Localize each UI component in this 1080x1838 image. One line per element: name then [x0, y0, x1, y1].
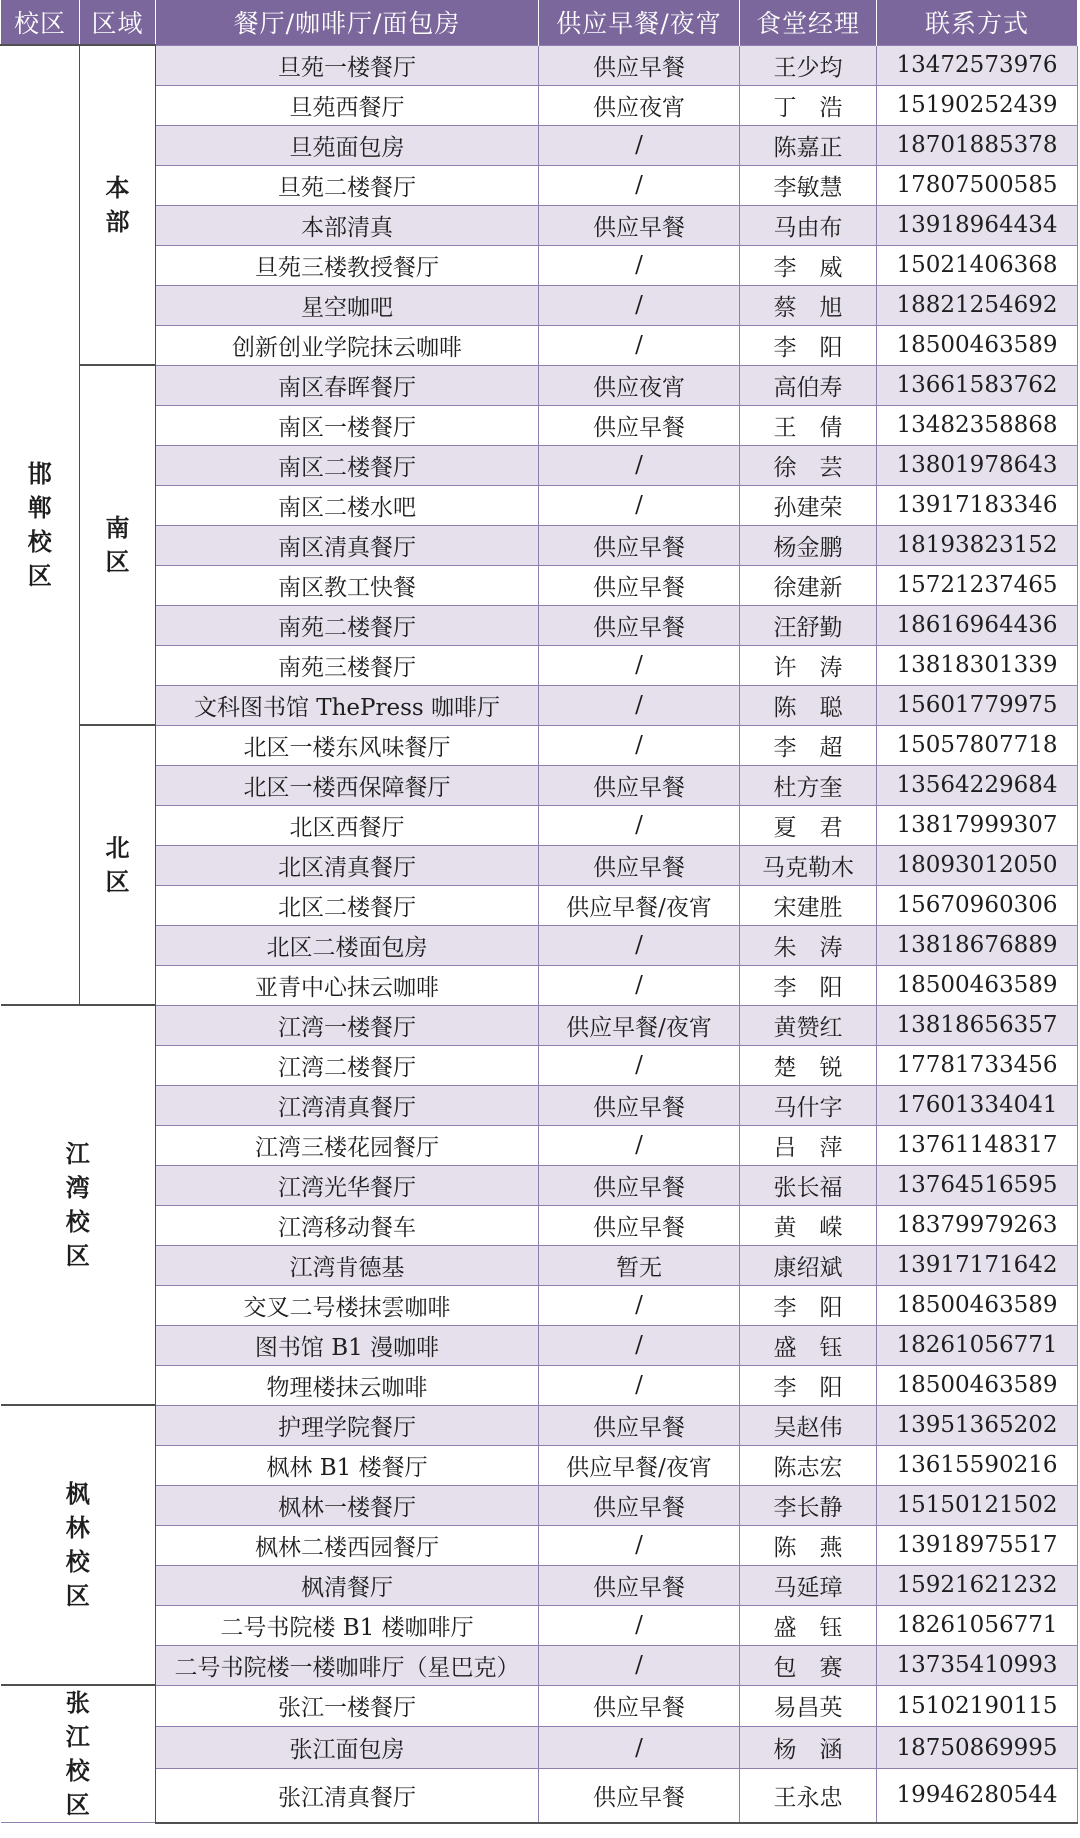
meal-service-cell: / — [539, 805, 740, 845]
phone-cell: 18750869995 — [877, 1727, 1078, 1769]
manager-cell: 杨金鹏 — [740, 525, 877, 565]
venue-name-cell: 文科图书馆 ThePress 咖啡厅 — [156, 685, 539, 725]
table-row — [1, 845, 1078, 885]
table-row — [1, 1325, 1078, 1365]
manager-cell: 马什字 — [740, 1085, 877, 1125]
venue-name-cell: 江湾清真餐厅 — [156, 1085, 539, 1125]
venue-name-cell: 交叉二号楼抹雲咖啡 — [156, 1285, 539, 1325]
table-row — [1, 165, 1078, 205]
meal-service-cell: 供应早餐 — [539, 1165, 740, 1205]
table-header — [1, 0, 1078, 45]
area-cell — [80, 365, 156, 725]
phone-cell: 15057807718 — [877, 725, 1078, 765]
venue-name-cell: 南区二楼餐厅 — [156, 445, 539, 485]
table-row — [1, 365, 1078, 405]
venue-name-cell: 江湾移动餐车 — [156, 1205, 539, 1245]
venue-name-cell: 北区一楼西保障餐厅 — [156, 765, 539, 805]
meal-service-cell: / — [539, 685, 740, 725]
venue-name-cell: 江湾一楼餐厅 — [156, 1005, 539, 1045]
header-campus: 校区 — [1, 0, 80, 45]
manager-cell: 黄赞红 — [740, 1005, 877, 1045]
table-row — [1, 445, 1078, 485]
venue-name-cell: 枫林 B1 楼餐厅 — [156, 1445, 539, 1485]
manager-cell: 夏 君 — [740, 805, 877, 845]
campus-cell — [1, 1005, 156, 1405]
meal-service-cell: 供应夜宵 — [539, 365, 740, 405]
meal-service-cell: / — [539, 285, 740, 325]
table-row — [1, 805, 1078, 845]
table-body — [1, 45, 1078, 1823]
campus-label: 江湾校区 — [65, 1139, 90, 1270]
manager-cell: 孙建荣 — [740, 485, 877, 525]
manager-cell: 康绍斌 — [740, 1245, 877, 1285]
manager-cell: 盛 钰 — [740, 1325, 877, 1365]
phone-cell: 15921621232 — [877, 1565, 1078, 1605]
manager-cell: 易昌英 — [740, 1685, 877, 1727]
table-row — [1, 1565, 1078, 1605]
table-row — [1, 765, 1078, 805]
venue-name-cell: 南区教工快餐 — [156, 565, 539, 605]
campus-label: 邯郸校区 — [27, 459, 52, 590]
phone-cell: 15601779975 — [877, 685, 1078, 725]
venue-name-cell: 旦苑一楼餐厅 — [156, 45, 539, 85]
meal-service-cell: 供应早餐 — [539, 1085, 740, 1125]
phone-cell: 15150121502 — [877, 1485, 1078, 1525]
manager-cell: 李 威 — [740, 245, 877, 285]
phone-cell: 19946280544 — [877, 1769, 1078, 1823]
meal-service-cell: / — [539, 925, 740, 965]
meal-service-cell: 供应夜宵 — [539, 85, 740, 125]
meal-service-cell: 供应早餐 — [539, 1405, 740, 1445]
table-row — [1, 1525, 1078, 1565]
venue-name-cell: 南区春晖餐厅 — [156, 365, 539, 405]
manager-cell: 李 阳 — [740, 965, 877, 1005]
meal-service-cell: / — [539, 1605, 740, 1645]
meal-service-cell: 供应早餐 — [539, 1565, 740, 1605]
campus-label: 张江校区 — [65, 1688, 90, 1819]
table-row — [1, 85, 1078, 125]
meal-service-cell: / — [539, 125, 740, 165]
header-row — [1, 0, 1078, 45]
venue-name-cell: 二号书院楼 B1 楼咖啡厅 — [156, 1605, 539, 1645]
manager-cell: 汪舒勤 — [740, 605, 877, 645]
manager-cell: 丁 浩 — [740, 85, 877, 125]
manager-cell: 许 涛 — [740, 645, 877, 685]
table-row — [1, 1205, 1078, 1245]
header-venue: 餐厅/咖啡厅/面包房 — [156, 0, 539, 45]
manager-cell: 张长福 — [740, 1165, 877, 1205]
manager-cell: 朱 涛 — [740, 925, 877, 965]
venue-name-cell: 枫林二楼西园餐厅 — [156, 1525, 539, 1565]
venue-name-cell: 南苑二楼餐厅 — [156, 605, 539, 645]
venue-name-cell: 星空咖吧 — [156, 285, 539, 325]
phone-cell: 18500463589 — [877, 965, 1078, 1005]
table-row — [1, 725, 1078, 765]
meal-service-cell: 供应早餐 — [539, 405, 740, 445]
phone-cell: 13918975517 — [877, 1525, 1078, 1565]
table-row — [1, 1005, 1078, 1045]
manager-cell: 吴赵伟 — [740, 1405, 877, 1445]
meal-service-cell: / — [539, 1125, 740, 1165]
meal-service-cell: / — [539, 165, 740, 205]
manager-cell: 陈 燕 — [740, 1525, 877, 1565]
venue-name-cell: 北区清真餐厅 — [156, 845, 539, 885]
meal-service-cell: 供应早餐 — [539, 845, 740, 885]
manager-cell: 王 倩 — [740, 405, 877, 445]
phone-cell: 15102190115 — [877, 1685, 1078, 1727]
manager-cell: 杜方奎 — [740, 765, 877, 805]
venue-name-cell: 本部清真 — [156, 205, 539, 245]
table-row — [1, 1605, 1078, 1645]
manager-cell: 李敏慧 — [740, 165, 877, 205]
manager-cell: 吕 萍 — [740, 1125, 877, 1165]
table-row — [1, 325, 1078, 365]
table-row — [1, 645, 1078, 685]
table-row — [1, 685, 1078, 725]
campus-cell — [1, 1405, 156, 1685]
phone-cell: 13472573976 — [877, 45, 1078, 85]
header-manager: 食堂经理 — [740, 0, 877, 45]
meal-service-cell: 供应早餐 — [539, 605, 740, 645]
manager-cell: 李 阳 — [740, 1285, 877, 1325]
venue-name-cell: 北区一楼东风味餐厅 — [156, 725, 539, 765]
meal-service-cell: 供应早餐 — [539, 765, 740, 805]
area-label: 南区 — [105, 513, 130, 576]
phone-cell: 18193823152 — [877, 525, 1078, 565]
venue-name-cell: 枫林一楼餐厅 — [156, 1485, 539, 1525]
table-row — [1, 1769, 1078, 1823]
manager-cell: 杨 涵 — [740, 1727, 877, 1769]
phone-cell: 17601334041 — [877, 1085, 1078, 1125]
phone-cell: 15190252439 — [877, 85, 1078, 125]
manager-cell: 马延璋 — [740, 1565, 877, 1605]
venue-name-cell: 张江清真餐厅 — [156, 1769, 539, 1823]
table-row — [1, 1125, 1078, 1165]
phone-cell: 18500463589 — [877, 1285, 1078, 1325]
table-row — [1, 885, 1078, 925]
venue-name-cell: 创新创业学院抹云咖啡 — [156, 325, 539, 365]
table-row — [1, 1485, 1078, 1525]
area-label: 北区 — [105, 833, 130, 896]
phone-cell: 13801978643 — [877, 445, 1078, 485]
header-contact: 联系方式 — [877, 0, 1078, 45]
meal-service-cell: 供应早餐 — [539, 1769, 740, 1823]
table-row — [1, 205, 1078, 245]
phone-cell: 13482358868 — [877, 405, 1078, 445]
venue-name-cell: 旦苑三楼教授餐厅 — [156, 245, 539, 285]
manager-cell: 马由布 — [740, 205, 877, 245]
meal-service-cell: 暂无 — [539, 1245, 740, 1285]
table-row — [1, 1365, 1078, 1405]
phone-cell: 18261056771 — [877, 1325, 1078, 1365]
meal-service-cell: / — [539, 325, 740, 365]
phone-cell: 13818301339 — [877, 645, 1078, 685]
meal-service-cell: 供应早餐 — [539, 525, 740, 565]
area-cell — [80, 45, 156, 365]
manager-cell: 李 阳 — [740, 1365, 877, 1405]
meal-service-cell: / — [539, 1525, 740, 1565]
phone-cell: 13918964434 — [877, 205, 1078, 245]
table-row — [1, 1405, 1078, 1445]
meal-service-cell: 供应早餐/夜宵 — [539, 885, 740, 925]
manager-cell: 李 超 — [740, 725, 877, 765]
phone-cell: 15670960306 — [877, 885, 1078, 925]
venue-name-cell: 枫清餐厅 — [156, 1565, 539, 1605]
venue-name-cell: 江湾三楼花园餐厅 — [156, 1125, 539, 1165]
manager-cell: 陈嘉正 — [740, 125, 877, 165]
venue-name-cell: 旦苑西餐厅 — [156, 85, 539, 125]
venue-name-cell: 北区二楼面包房 — [156, 925, 539, 965]
area-label: 本部 — [105, 173, 130, 236]
meal-service-cell: / — [539, 1645, 740, 1685]
venue-name-cell: 旦苑二楼餐厅 — [156, 165, 539, 205]
table-row — [1, 605, 1078, 645]
manager-cell: 李长静 — [740, 1485, 877, 1525]
manager-cell: 高伯寿 — [740, 365, 877, 405]
manager-cell: 徐建新 — [740, 565, 877, 605]
meal-service-cell: 供应早餐 — [539, 1685, 740, 1727]
venue-name-cell: 江湾光华餐厅 — [156, 1165, 539, 1205]
meal-service-cell: 供应早餐 — [539, 205, 740, 245]
table-row — [1, 1085, 1078, 1125]
manager-cell: 李 阳 — [740, 325, 877, 365]
meal-service-cell: / — [539, 1325, 740, 1365]
venue-name-cell: 江湾二楼餐厅 — [156, 1045, 539, 1085]
table-row — [1, 45, 1078, 85]
phone-cell: 13917183346 — [877, 485, 1078, 525]
phone-cell: 18500463589 — [877, 325, 1078, 365]
phone-cell: 15721237465 — [877, 565, 1078, 605]
phone-cell: 18701885378 — [877, 125, 1078, 165]
venue-name-cell: 二号书院楼一楼咖啡厅（星巴克） — [156, 1645, 539, 1685]
venue-name-cell: 物理楼抹云咖啡 — [156, 1365, 539, 1405]
meal-service-cell: 供应早餐 — [539, 45, 740, 85]
manager-cell: 黄 嵘 — [740, 1205, 877, 1245]
manager-cell: 陈志宏 — [740, 1445, 877, 1485]
meal-service-cell: / — [539, 485, 740, 525]
manager-cell: 王少均 — [740, 45, 877, 85]
meal-service-cell: 供应早餐 — [539, 565, 740, 605]
phone-cell: 13817999307 — [877, 805, 1078, 845]
table-row — [1, 1245, 1078, 1285]
campus-label: 枫林校区 — [65, 1479, 90, 1610]
venue-name-cell: 旦苑面包房 — [156, 125, 539, 165]
phone-cell: 18093012050 — [877, 845, 1078, 885]
table-row — [1, 485, 1078, 525]
venue-name-cell: 南苑三楼餐厅 — [156, 645, 539, 685]
table-row — [1, 405, 1078, 445]
phone-cell: 13764516595 — [877, 1165, 1078, 1205]
venue-name-cell: 南区清真餐厅 — [156, 525, 539, 565]
table-row — [1, 1727, 1078, 1769]
area-cell — [80, 725, 156, 1005]
table-row — [1, 525, 1078, 565]
table-row — [1, 285, 1078, 325]
phone-cell: 13818676889 — [877, 925, 1078, 965]
phone-cell: 13761148317 — [877, 1125, 1078, 1165]
campus-cell — [1, 1685, 156, 1823]
table-row — [1, 1645, 1078, 1685]
table-row — [1, 125, 1078, 165]
meal-service-cell: / — [539, 445, 740, 485]
meal-service-cell: / — [539, 1045, 740, 1085]
venue-name-cell: 北区二楼餐厅 — [156, 885, 539, 925]
meal-service-cell: / — [539, 245, 740, 285]
meal-service-cell: / — [539, 645, 740, 685]
table-row — [1, 925, 1078, 965]
phone-cell: 13951365202 — [877, 1405, 1078, 1445]
venue-name-cell: 张江一楼餐厅 — [156, 1685, 539, 1727]
phone-cell: 18821254692 — [877, 285, 1078, 325]
header-meal-service: 供应早餐/夜宵 — [539, 0, 740, 45]
manager-cell: 王永忠 — [740, 1769, 877, 1823]
table-row — [1, 1045, 1078, 1085]
phone-cell: 17807500585 — [877, 165, 1078, 205]
venue-name-cell: 南区一楼餐厅 — [156, 405, 539, 445]
venue-name-cell: 张江面包房 — [156, 1727, 539, 1769]
manager-cell: 陈 聪 — [740, 685, 877, 725]
venue-name-cell: 图书馆 B1 漫咖啡 — [156, 1325, 539, 1365]
meal-service-cell: / — [539, 1285, 740, 1325]
table-row — [1, 1685, 1078, 1727]
meal-service-cell: / — [539, 725, 740, 765]
table-row — [1, 1285, 1078, 1325]
phone-cell: 18500463589 — [877, 1365, 1078, 1405]
manager-cell: 马克勒木 — [740, 845, 877, 885]
manager-cell: 盛 钰 — [740, 1605, 877, 1645]
table-row — [1, 1445, 1078, 1485]
manager-cell: 包 赛 — [740, 1645, 877, 1685]
manager-cell: 宋建胜 — [740, 885, 877, 925]
table-row — [1, 965, 1078, 1005]
campus-cell — [1, 45, 80, 1005]
header-area: 区域 — [80, 0, 156, 45]
meal-service-cell: 供应早餐/夜宵 — [539, 1445, 740, 1485]
phone-cell: 13917171642 — [877, 1245, 1078, 1285]
venue-name-cell: 护理学院餐厅 — [156, 1405, 539, 1445]
phone-cell: 15021406368 — [877, 245, 1078, 285]
venue-name-cell: 江湾肯德基 — [156, 1245, 539, 1285]
manager-cell: 徐 芸 — [740, 445, 877, 485]
meal-service-cell: 供应早餐 — [539, 1485, 740, 1525]
venue-name-cell: 南区二楼水吧 — [156, 485, 539, 525]
phone-cell: 18379979263 — [877, 1205, 1078, 1245]
manager-cell: 楚 锐 — [740, 1045, 877, 1085]
phone-cell: 13615590216 — [877, 1445, 1078, 1485]
phone-cell: 18616964436 — [877, 605, 1078, 645]
meal-service-cell: 供应早餐 — [539, 1205, 740, 1245]
phone-cell: 13818656357 — [877, 1005, 1078, 1045]
meal-service-cell: / — [539, 1365, 740, 1405]
table-row — [1, 565, 1078, 605]
phone-cell: 17781733456 — [877, 1045, 1078, 1085]
phone-cell: 18261056771 — [877, 1605, 1078, 1645]
table-row — [1, 1165, 1078, 1205]
meal-service-cell: / — [539, 965, 740, 1005]
phone-cell: 13564229684 — [877, 765, 1078, 805]
venue-name-cell: 北区西餐厅 — [156, 805, 539, 845]
meal-service-cell: / — [539, 1727, 740, 1769]
manager-cell: 蔡 旭 — [740, 285, 877, 325]
table-row — [1, 245, 1078, 285]
phone-cell: 13661583762 — [877, 365, 1078, 405]
phone-cell: 13735410993 — [877, 1645, 1078, 1685]
meal-service-cell: 供应早餐/夜宵 — [539, 1005, 740, 1045]
venue-name-cell: 亚青中心抹云咖啡 — [156, 965, 539, 1005]
